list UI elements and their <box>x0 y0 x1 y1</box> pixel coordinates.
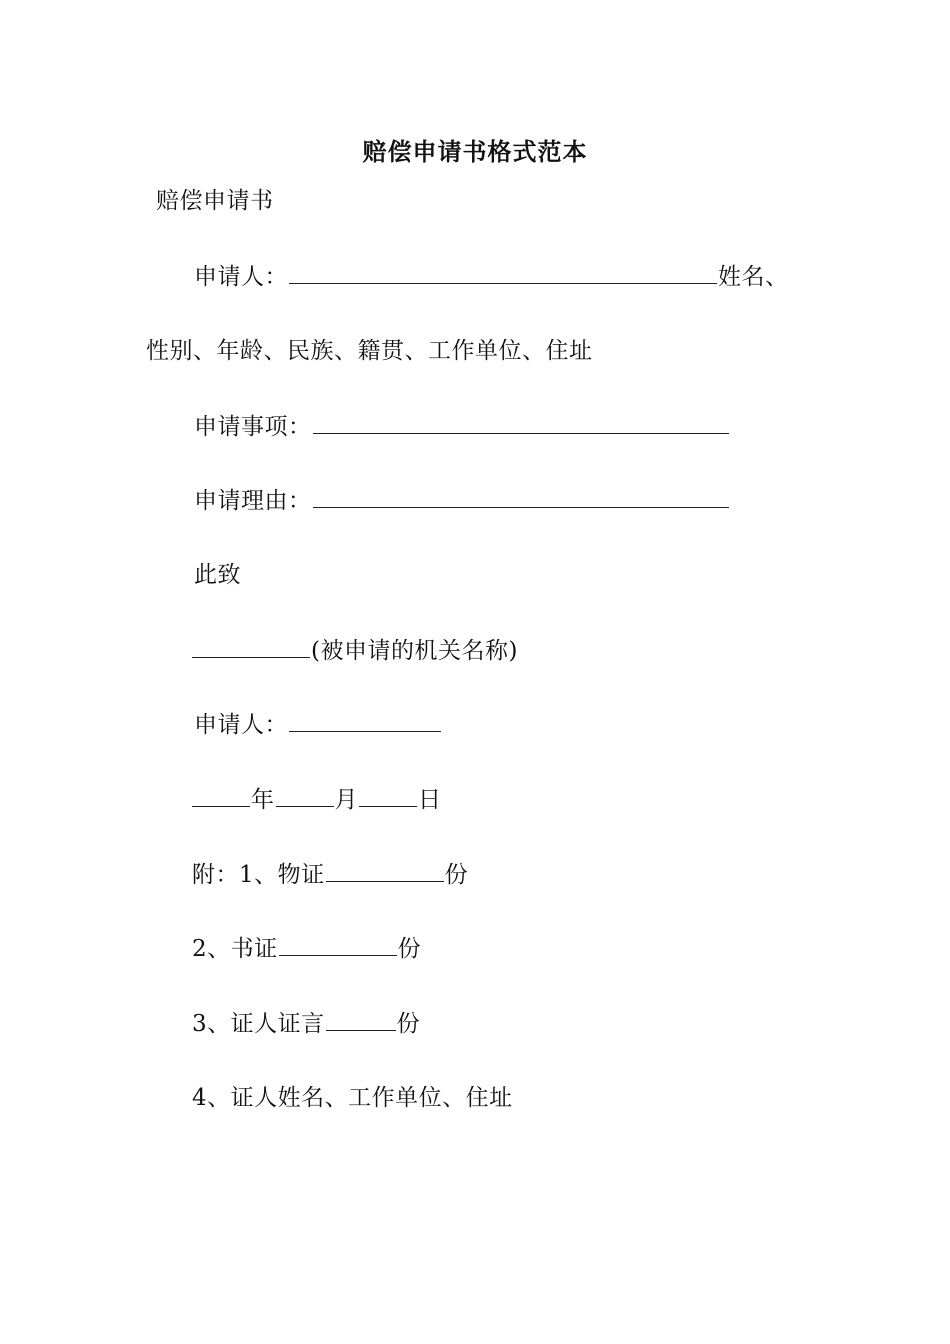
reason-line <box>194 485 730 516</box>
signer-line <box>194 709 442 740</box>
applicant-suffix: 姓名、 <box>718 264 789 290</box>
attachment-2-label: 2、书证 <box>192 936 278 962</box>
applicant-line <box>194 261 789 292</box>
year-blank <box>192 784 250 807</box>
attachment-2 <box>192 933 421 964</box>
applicant-fields: 性别、年龄、民族、籍贯、工作单位、住址 <box>146 338 593 364</box>
reason-blank <box>313 485 729 508</box>
attachment-3-unit: 份 <box>396 1011 421 1037</box>
matter-label: 申请事项： <box>194 414 312 440</box>
attachment-4: 4、证人姓名、工作单位、住址 <box>192 1085 513 1111</box>
day-label: 日 <box>418 787 442 813</box>
day-blank <box>359 784 417 807</box>
document-subtitle: 赔偿申请书 <box>156 188 274 214</box>
recipient-line <box>192 635 518 666</box>
attachment-2-blank <box>279 933 397 956</box>
matter-blank <box>313 411 729 434</box>
month-blank <box>276 784 334 807</box>
year-label: 年 <box>251 787 275 813</box>
matter-line <box>194 411 730 442</box>
applicant-blank <box>289 261 717 284</box>
signer-label: 申请人： <box>194 712 288 738</box>
attachment-1-blank <box>326 859 444 882</box>
attachment-3-label: 3、证人证言 <box>192 1011 325 1037</box>
month-label: 月 <box>334 787 358 813</box>
applicant-label: 申请人： <box>194 264 288 290</box>
attachment-1-label: 附：1、物证 <box>192 862 325 888</box>
date-line <box>192 784 442 815</box>
attachment-3-blank <box>326 1008 396 1031</box>
reason-label: 申请理由： <box>194 488 312 514</box>
attachment-1-unit: 份 <box>444 862 469 888</box>
recipient-blank <box>192 635 310 658</box>
attachment-3 <box>192 1008 420 1039</box>
signer-blank <box>289 709 441 732</box>
attachment-2-unit: 份 <box>397 936 422 962</box>
recipient-note: (被申请的机关名称) <box>311 638 518 664</box>
attachment-1 <box>192 859 468 890</box>
salutation: 此致 <box>194 562 241 588</box>
document-title: 赔偿申请书格式范本 <box>362 137 588 166</box>
